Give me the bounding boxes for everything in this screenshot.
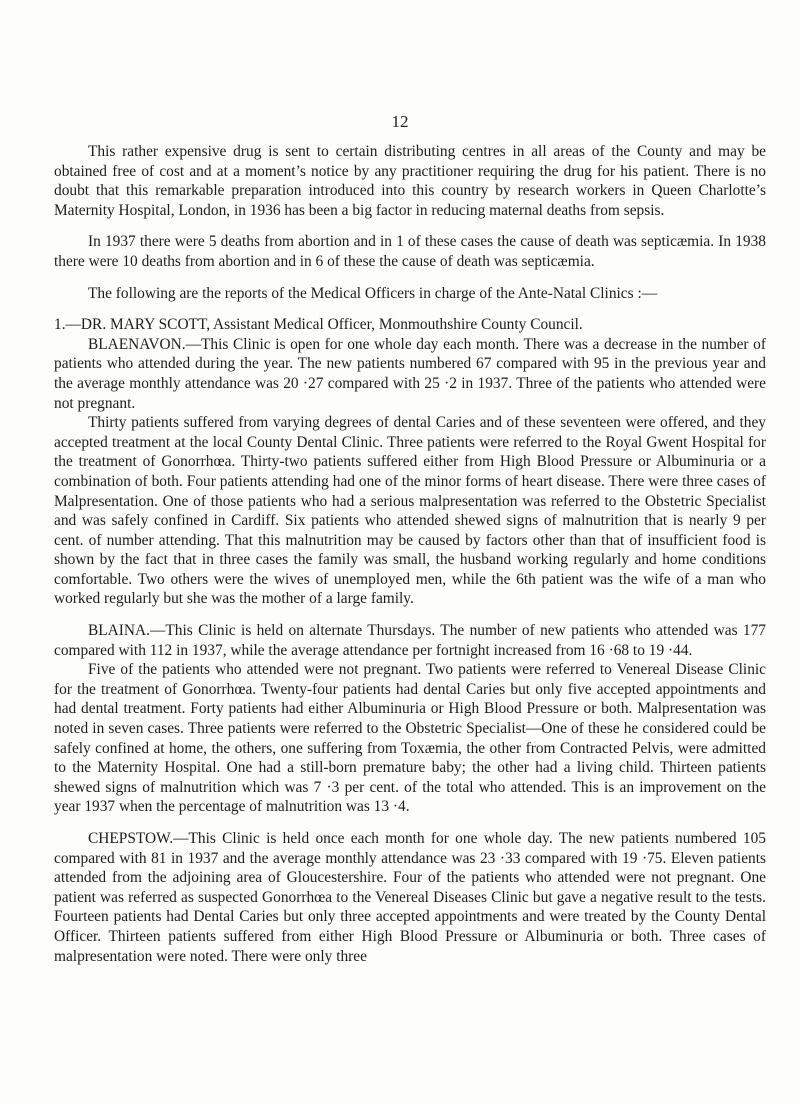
paragraph-blaenavon: BLAENAVON.—This Clinic is open for one whole day each month. There was a decrease in the number of patients who attended during the year. The new patients numbered 67 compared with 95 in the previous year and the average monthly attendance was 20 ·27 compared with 25 ·2 in 1937. Three of the patients who attended were not pregnant.	[54, 335, 766, 412]
paragraph-blaina: BLAINA.—This Clinic is held on alternate Thursdays. The number of new patients who attended was 177 compared with 112 in 1937, while the average attendance per fortnight increased from 16 ·68 to 19 ·44.	[54, 622, 766, 659]
medical-officer-heading: 1.—DR. MARY SCOTT, Assistant Medical Officer, Monmouthshire County Council.	[54, 316, 583, 334]
paragraph-abortion-deaths: In 1937 there were 5 deaths from abortion and in 1 of these cases the cause of death was septicæmia. In 1938 there were 10 deaths from abortion and in 6 of these the cause of death was septicæmia.	[54, 233, 766, 270]
paragraph-blaina-details: Five of the patients who attended were not pregnant. Two patients were referred to Venereal Disease Clinic for the treatment of Gonorrhœa. Twenty-four patients had dental Caries but only five accepted appointments and had dental treatment. Forty patients had either Albuminuria or High Blood Pressure or both. Malpresentation was noted in seven cases. Three patients were referred to the Obstetric Specialist—One of these he considered could be safely confined at home, the others, one suffering from Toxæmia, the other from Contracted Pelvis, were admitted to the Maternity Hospital. One had a still-born premature baby; the other had a living child. Thirteen patients shewed signs of malnutrition which was 7 ·3 per cent. of the total who attended. This is an improvement on the year 1937 when the percentage of malnutrition was 13 ·4.	[54, 661, 766, 816]
paragraph-chepstow: CHEPSTOW.—This Clinic is held once each month for one whole day. The new patients numbered 105 compared with 81 in 1937 and the average monthly attendance was 23 ·33 compared with 19 ·75. Eleven patients attended from the adjoining area of Gloucestershire. Four of the patients who attended were not pregnant. One patient was referred as suspected Gonorrhœa to the Venereal Diseases Clinic but gave a negative result to the tests. Fourteen patients had Dental Caries but only three accepted appointments and were treated by the County Dental Officer. Thirteen patients suffered from either High Blood Pressure or Albuminuria or both. Three cases of malpresentation were noted. There were only three	[54, 830, 766, 965]
paragraph-blaenavon-details: Thirty patients suffered from varying degrees of dental Caries and of these seventeen were offered, and they accepted treatment at the local County Dental Clinic. Three patients were referred to the Royal Gwent Hospital for the treatment of Gonorrhœa. Thirty-two patients suffered either from High Blood Pressure or Albuminuria or a combination of both. Four patients attending had one of the minor forms of heart disease. There were three cases of Malpresentation. One of those patients who had a serious malpresentation was referred to the Obstetric Specialist and was safely confined in Cardiff. Six patients who attended shewed signs of malnutrition that is nearly 9 per cent. of number attending. That this malnutrition may be caused by factors other than that of insufficient food is shown by the fact that in three cases the family was small, the husband working regularly and home conditions comfortable. Two others were the wives of unemployed men, while the 6th patient was the wife of a man who worked regularly but she was the mother of a large family.	[54, 414, 766, 608]
paragraph-reports-intro: The following are the reports of the Medical Officers in charge of the Ante-Natal Clinics :—	[88, 284, 658, 302]
document-body	[54, 142, 766, 966]
page-number: 12	[391, 112, 409, 131]
paragraph-drug-distribution: This rather expensive drug is sent to certain distributing centres in all areas of the County and may be obtained free of cost and at a moment’s notice by any practitioner requiring the drug for his patient. There is no doubt that this remarkable preparation introduced into this country by research workers in Queen Charlotte’s Maternity Hospital, London, in 1936 has been a big factor in reducing maternal deaths from sepsis.	[54, 143, 766, 219]
